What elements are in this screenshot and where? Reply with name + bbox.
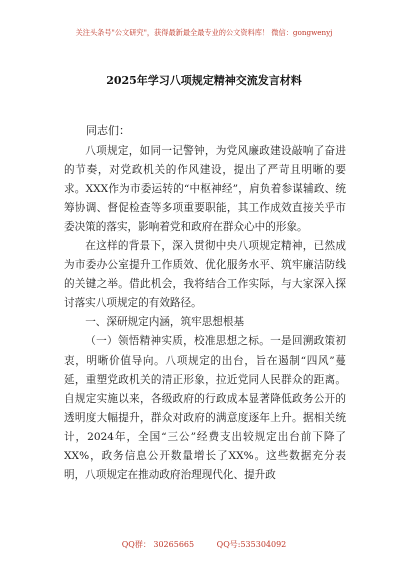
header-note: 关注头条号"公文研究"，获得最新最全最专业的公文资料库！ 微信：gongwenyj — [75, 28, 333, 37]
document-title: 2025年学习八项规定精神交流发言材料 — [106, 74, 302, 87]
paragraph-subsection-1: （一）领悟精神实质，校准思想之标。一是回溯政策初衷，明晰价值导向。八项规定的出台，旨在遏制“四风”蔓延，重塑党政机关的清正形象，拉近党同人民群众的距离。自规定实施以来，各级政府的行政成本显著降低政务公开的透明度大幅提升，群众对政府的满意度逐年上升。据相关统计，2024年，全国“三公”经费支出较规定出台前下降了XX%，政务信息公开数量增长了XX%。这些数据充分表明，八项规定在推动政府治理现代化、提升政 — [64, 335, 346, 481]
document-body — [64, 142, 346, 485]
footer-qq-group: QQ群： 30265665 — [121, 540, 195, 549]
footer-contact — [0, 539, 408, 550]
section-heading-1: 一、深研规定内涵，筑牢思想根基 — [85, 316, 245, 329]
salutation: 同志们： — [86, 124, 130, 137]
paragraph-background: 在这样的背景下，深入贯彻中央八项规定精神，已然成为市委办公室提升工作质效、优化服务水平、筑牢廉洁防线的关键之举。借此机会，我将结合工作实际，与大家深入探讨落实八项规定的有效路径。 — [64, 240, 346, 310]
footer-qq-number: QQ号:535304092 — [216, 540, 287, 549]
paragraph-intro: 八项规定，如同一记警钟，为党风廉政建设敲响了奋进的节奏，对党政机关的作风建设，提出了严苛且明晰的要求。XXX作为市委运转的“中枢神经”，肩负着参谋辅政、统筹协调、督促检查等多项重要职能，其工作成效直接关乎市委决策的落实，影响着党和政府在群众心中的形象。 — [64, 145, 346, 234]
